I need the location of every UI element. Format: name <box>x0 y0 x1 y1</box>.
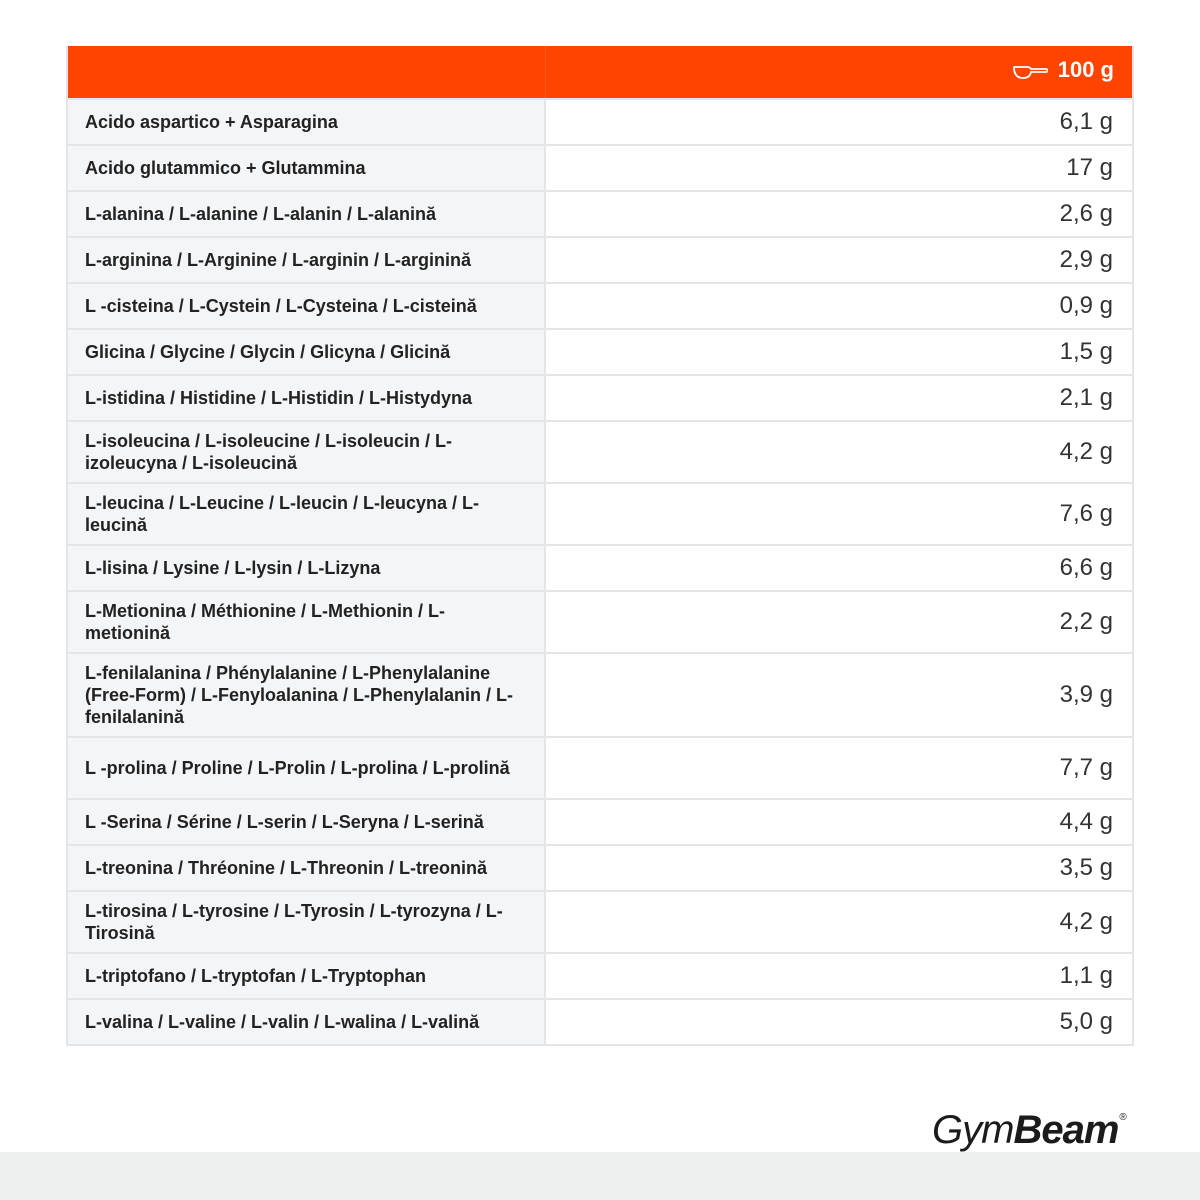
nutrient-value: 2,1 g <box>545 375 1133 421</box>
nutrient-name: L -Serina / Sérine / L-serin / L-Seryna / L-serină <box>67 799 545 845</box>
table-row <box>67 483 1133 545</box>
nutrient-name: L-lisina / Lysine / L-lysin / L-Lizyna <box>67 545 545 591</box>
nutrient-value: 3,5 g <box>545 845 1133 891</box>
table-row <box>67 737 1133 799</box>
table-row <box>67 375 1133 421</box>
table-row <box>67 421 1133 483</box>
nutrient-value: 7,6 g <box>545 483 1133 545</box>
nutrient-value: 3,9 g <box>545 653 1133 737</box>
table-row <box>67 283 1133 329</box>
serving-size-label: 100 g <box>1057 57 1114 82</box>
nutrient-name: L-fenilalanina / Phénylalanine / L-Phenylalanine (Free-Form) / L-Fenyloalanina / L-Phenylalanin / L-fenilalanină <box>67 653 545 737</box>
table-header-row <box>67 46 1133 99</box>
nutrient-name: Acido glutammico + Glutammina <box>67 145 545 191</box>
logo-text-gym: Gym <box>932 1108 1014 1152</box>
table-row <box>67 799 1133 845</box>
nutrient-value: 2,6 g <box>545 191 1133 237</box>
table-row <box>67 237 1133 283</box>
nutrient-name: L-leucina / L-Leucine / L-leucin / L-leucyna / L-leucină <box>67 483 545 545</box>
table-row <box>67 999 1133 1045</box>
header-name-cell <box>67 46 545 99</box>
nutrient-name: Acido aspartico + Asparagina <box>67 99 545 145</box>
nutrient-name: L-istidina / Histidine / L-Histidin / L-Histydyna <box>67 375 545 421</box>
nutrient-value: 6,6 g <box>545 545 1133 591</box>
nutrient-value: 4,4 g <box>545 799 1133 845</box>
nutrient-value: 5,0 g <box>545 999 1133 1045</box>
nutrient-name: L-treonina / Thréonine / L-Threonin / L-treonină <box>67 845 545 891</box>
nutrient-value: 6,1 g <box>545 99 1133 145</box>
nutrient-name: L -cisteina / L-Cystein / L-Cysteina / L-cisteină <box>67 283 545 329</box>
table-row <box>67 891 1133 953</box>
table-row <box>67 545 1133 591</box>
nutrient-name: L-alanina / L-alanine / L-alanin / L-alanină <box>67 191 545 237</box>
logo-text-beam: Beam <box>1013 1108 1119 1152</box>
scoop-icon <box>1012 61 1048 79</box>
table-row <box>67 145 1133 191</box>
amino-acid-table <box>66 46 1134 1046</box>
nutrient-name: L-tirosina / L-tyrosine / L-Tyrosin / L-tyrozyna / L-Tirosină <box>67 891 545 953</box>
nutrient-value: 17 g <box>545 145 1133 191</box>
nutrient-name: L-valina / L-valine / L-valin / L-walina / L-valină <box>67 999 545 1045</box>
table-row <box>67 329 1133 375</box>
nutrient-value: 4,2 g <box>545 891 1133 953</box>
nutrient-value: 2,9 g <box>545 237 1133 283</box>
table-row <box>67 191 1133 237</box>
nutrient-value: 0,9 g <box>545 283 1133 329</box>
table-row <box>67 99 1133 145</box>
nutrient-value: 1,5 g <box>545 329 1133 375</box>
table-row <box>67 953 1133 999</box>
nutrient-name: L-triptofano / L-tryptofan / L-Tryptophan <box>67 953 545 999</box>
table-row <box>67 653 1133 737</box>
registered-mark: ® <box>1119 1112 1127 1123</box>
nutrient-name: Glicina / Glycine / Glycin / Glicyna / Glicină <box>67 329 545 375</box>
nutrient-name: L-Metionina / Méthionine / L-Methionin / L-metionină <box>67 591 545 653</box>
gymbeam-logo <box>932 1106 1127 1154</box>
nutrient-value: 1,1 g <box>545 953 1133 999</box>
nutrient-value: 2,2 g <box>545 591 1133 653</box>
table-row <box>67 845 1133 891</box>
nutrient-value: 4,2 g <box>545 421 1133 483</box>
table-row <box>67 591 1133 653</box>
nutrient-name: L-isoleucina / L-isoleucine / L-isoleucin / L-izoleucyna / L-isoleucină <box>67 421 545 483</box>
nutrient-name: L -prolina / Proline / L-Prolin / L-prolina / L-prolină <box>67 737 545 799</box>
nutrient-name: L-arginina / L-Arginine / L-arginin / L-arginină <box>67 237 545 283</box>
nutrient-value: 7,7 g <box>545 737 1133 799</box>
header-serving-cell <box>545 46 1133 99</box>
